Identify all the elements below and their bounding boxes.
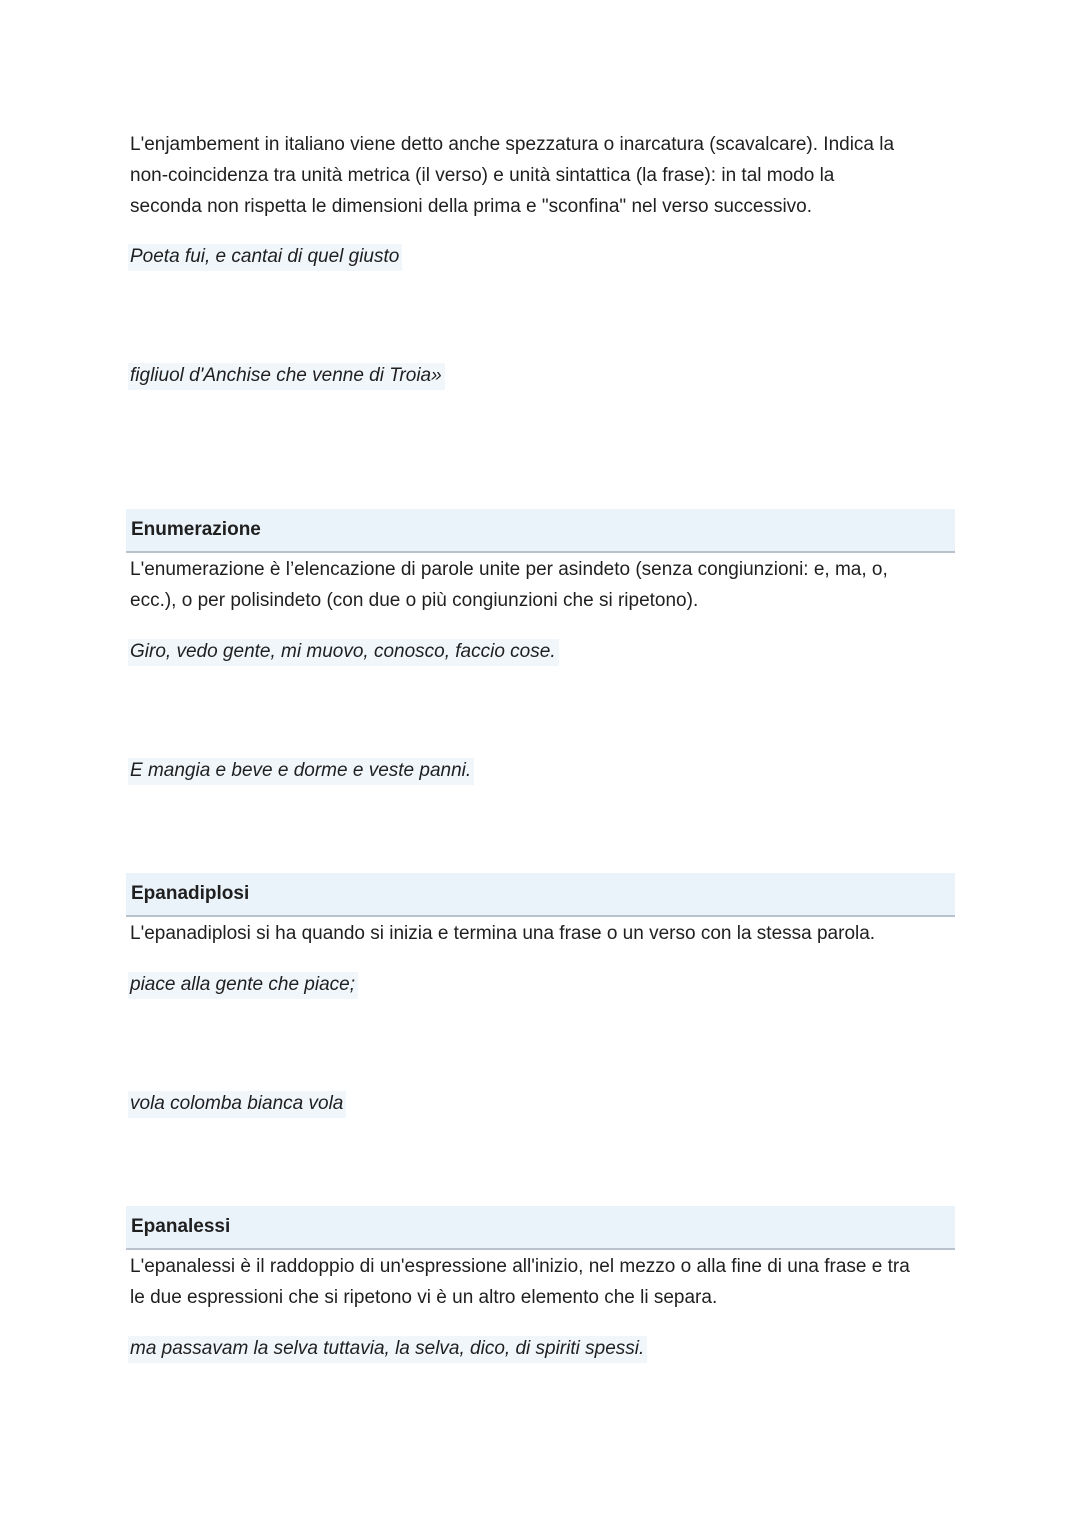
example-line: E mangia e beve e dorme e veste panni. — [128, 758, 474, 785]
example-line: piace alla gente che piace; — [128, 972, 358, 999]
paragraph-line: le due espressioni che si ripetono vi è un altro elemento che li separa. — [130, 1287, 718, 1308]
example-line: figliuol d'Anchise che venne di Troia» — [128, 363, 445, 390]
example-line: ma passavam la selva tuttavia, la selva, dico, di spiriti spessi. — [128, 1336, 647, 1363]
enjambement-paragraph — [130, 129, 950, 222]
section-title: Epanalessi — [131, 1216, 231, 1237]
example-line: vola colomba bianca vola — [128, 1091, 346, 1118]
epanalessi-paragraph — [130, 1251, 950, 1313]
section-title: Epanadiplosi — [131, 883, 250, 904]
section-title: Enumerazione — [131, 519, 261, 540]
section-heading-epanalessi — [126, 1206, 955, 1250]
enumerazione-paragraph — [130, 554, 950, 616]
paragraph-line: seconda non rispetta le dimensioni della prima e "sconfina" nel verso successivo. — [130, 196, 813, 217]
paragraph-line: L'epanadiplosi si ha quando si inizia e termina una frase o un verso con la stessa parola. — [130, 923, 876, 944]
section-heading-epanadiplosi — [126, 873, 955, 917]
paragraph-line: L'enumerazione è l’elencazione di parole unite per asindeto (senza congiunzioni: e, ma, o, — [130, 559, 888, 580]
paragraph-line: L'enjambement in italiano viene detto anche spezzatura o inarcatura (scavalcare). Indica la — [130, 134, 895, 155]
paragraph-line: L'epanalessi è il raddoppio di un'espressione all'inizio, nel mezzo o alla fine di una frase e tra — [130, 1256, 910, 1277]
epanadiplosi-paragraph — [130, 918, 950, 949]
example-line: Giro, vedo gente, mi muovo, conosco, faccio cose. — [128, 639, 559, 666]
paragraph-line: non-coincidenza tra unità metrica (il verso) e unità sintattica (la frase): in tal modo la — [130, 165, 835, 186]
paragraph-line: ecc.), o per polisindeto (con due o più congiunzioni che si ripetono). — [130, 590, 699, 611]
section-heading-enumerazione — [126, 509, 955, 553]
example-line: Poeta fui, e cantai di quel giusto — [128, 244, 402, 271]
